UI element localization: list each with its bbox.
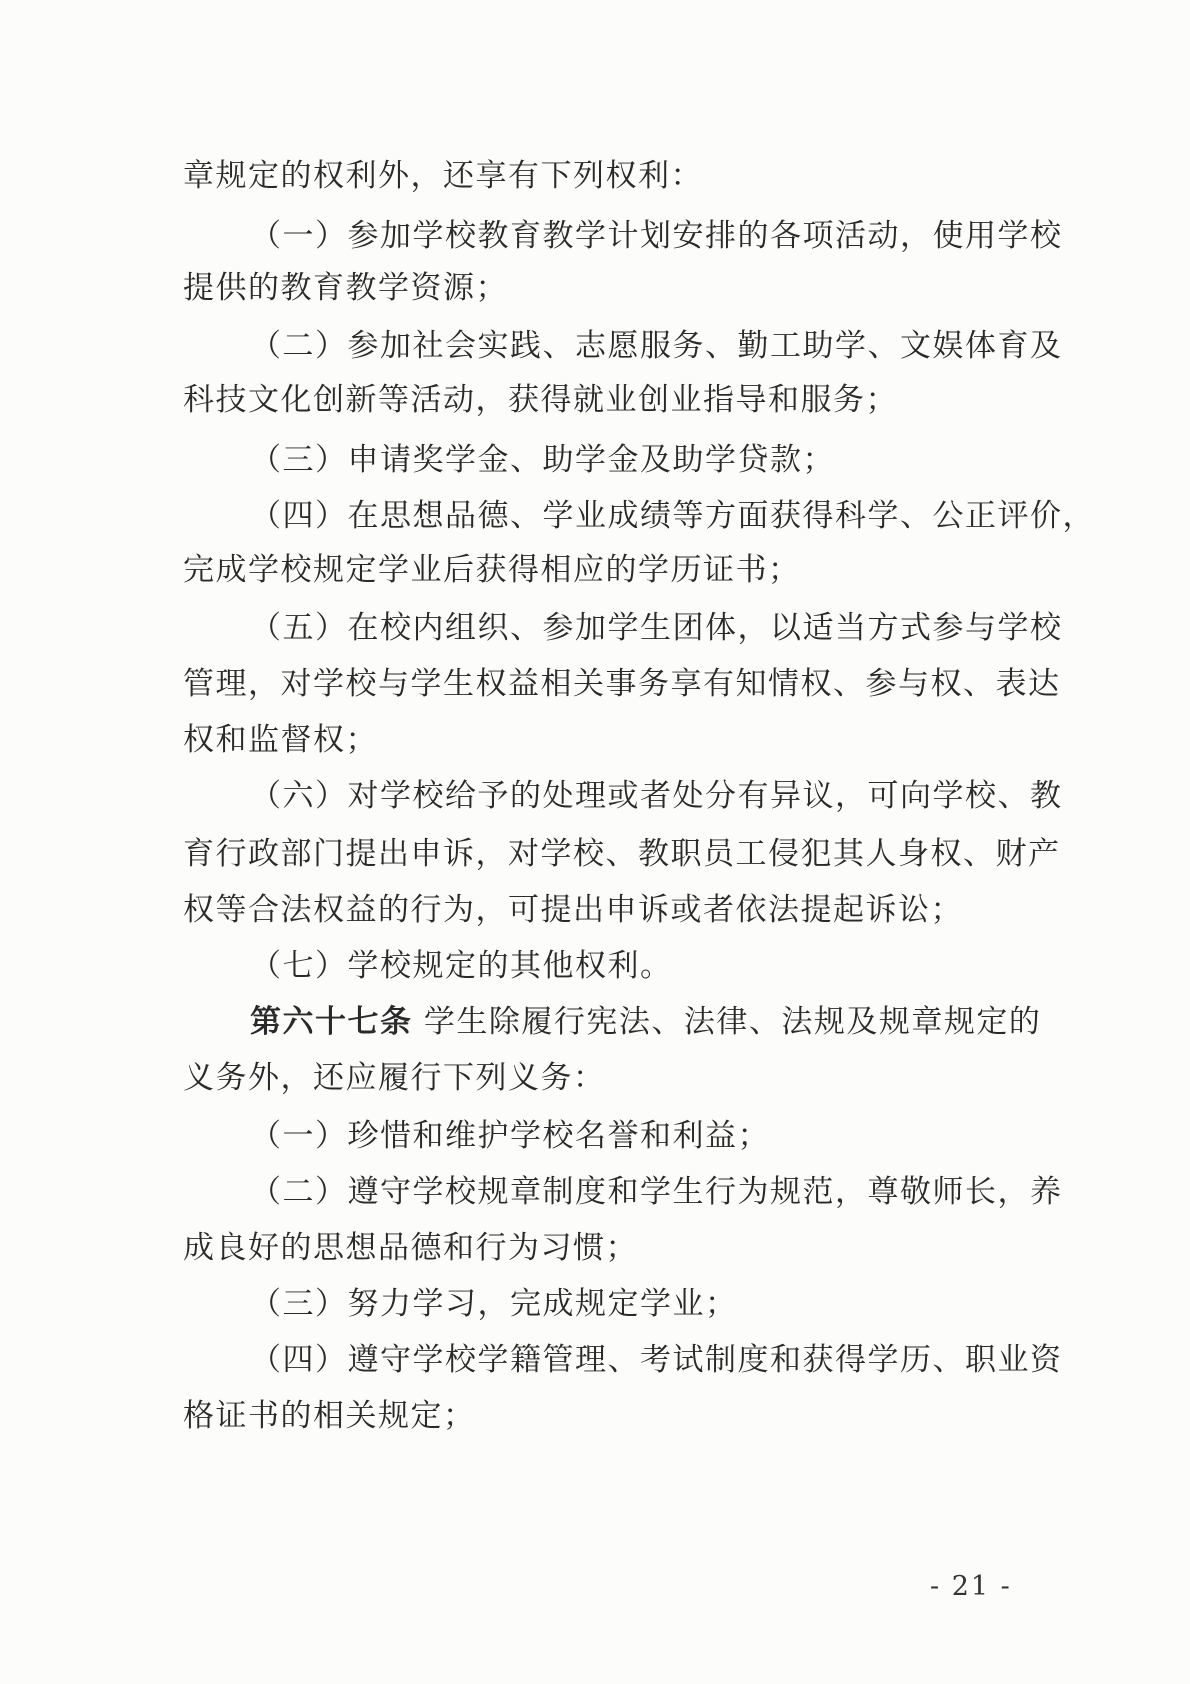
text-line: （三）努力学习，完成规定学业； — [250, 1286, 738, 1322]
text-line: 格证书的相关规定； — [183, 1398, 476, 1434]
article-67-first-line — [250, 1002, 1042, 1042]
text-line: 育行政部门提出申诉，对学校、教职员工侵犯其人身权、财产 — [183, 836, 1061, 872]
text-line: （一）珍惜和维护学校名誉和利益； — [250, 1118, 770, 1154]
text-line: （四）在思想品德、学业成绩等方面获得科学、公正评价， — [250, 498, 1095, 534]
text-line: （四）遵守学校学籍管理、考试制度和获得学历、职业资 — [250, 1342, 1063, 1378]
text-line: （五）在校内组织、参加学生团体，以适当方式参与学校 — [250, 610, 1063, 646]
text-line: 权等合法权益的行为，可提出申诉或者依法提起诉讼； — [183, 892, 963, 928]
article-heading: 第六十七条 — [250, 1004, 413, 1040]
text-line: 义务外，还应履行下列义务： — [183, 1060, 606, 1096]
page-number: - 21 - — [930, 1571, 1012, 1602]
text-line: 管理，对学校与学生权益相关事务享有知情权、参与权、表达 — [183, 666, 1061, 702]
text-line: （七）学校规定的其他权利。 — [250, 948, 673, 984]
text-line: 成良好的思想品德和行为习惯； — [183, 1230, 638, 1266]
text-line: （二）参加社会实践、志愿服务、勤工助学、文娱体育及 — [250, 328, 1063, 364]
text-line: （六）对学校给予的处理或者处分有异议，可向学校、教 — [250, 778, 1063, 814]
article-text: 学生除履行宪法、法律、法规及规章规定的 — [423, 1004, 1042, 1040]
text-line: （一）参加学校教育教学计划安排的各项活动，使用学校 — [250, 218, 1063, 254]
text-line: （三）申请奖学金、助学金及助学贷款； — [250, 442, 835, 478]
text-line: 提供的教育教学资源； — [183, 270, 508, 306]
text-line: 章规定的权利外，还享有下列权利： — [183, 158, 703, 194]
text-line: 完成学校规定学业后获得相应的学历证书； — [183, 552, 801, 588]
text-line: 权和监督权； — [183, 722, 378, 758]
text-line: （二）遵守学校规章制度和学生行为规范，尊敬师长，养 — [250, 1174, 1063, 1210]
text-line: 科技文化创新等活动，获得就业创业指导和服务； — [183, 382, 898, 418]
